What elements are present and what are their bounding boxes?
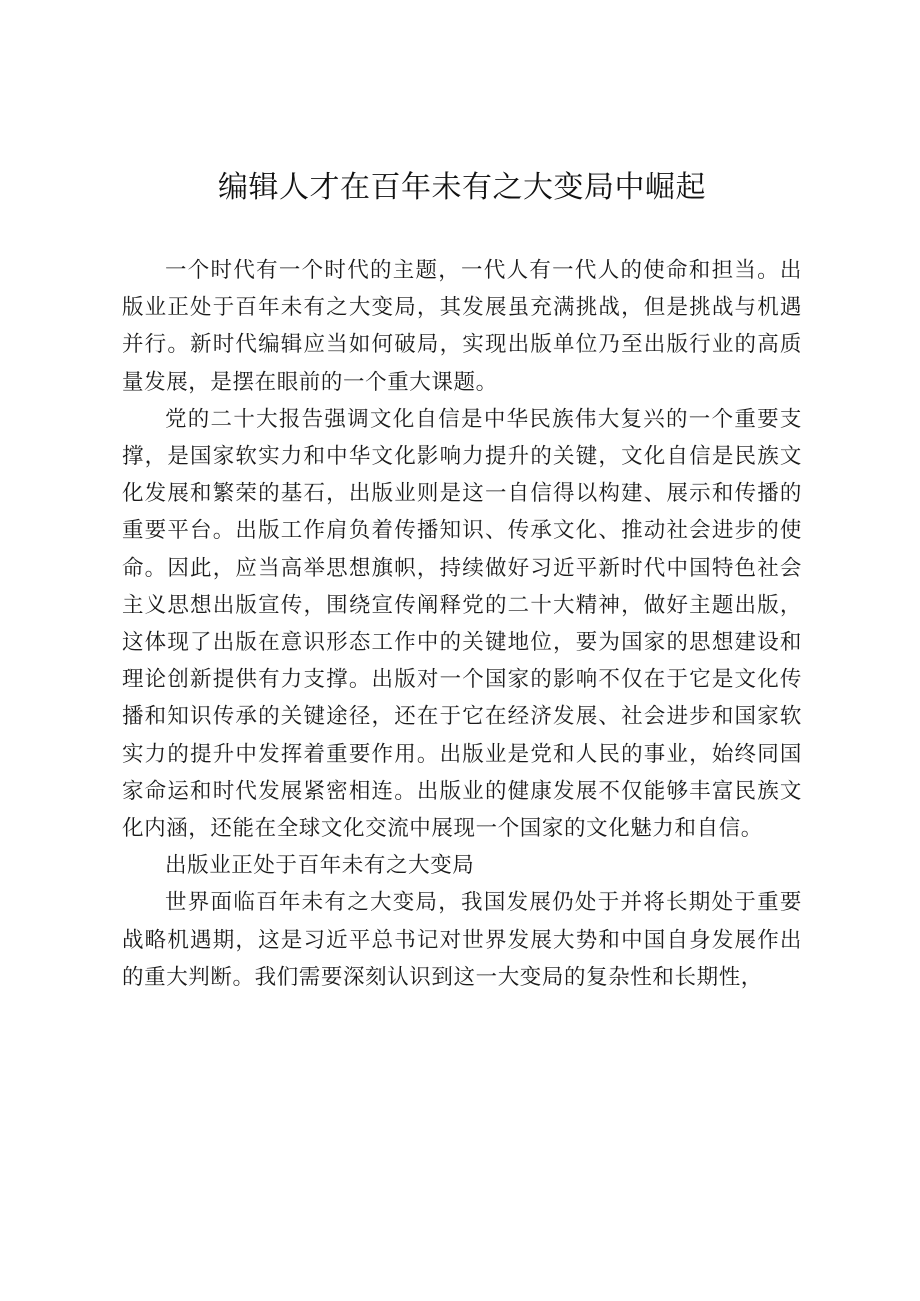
section-heading: 出版业正处于百年未有之大变局 xyxy=(165,853,475,879)
document-title: 编辑人才在百年未有之大变局中崛起 xyxy=(218,170,706,205)
paragraph-intro: 一个时代有一个时代的主题，一代人有一代人的使命和担当。出版业正处于百年未有之大变局，其发展虽充满挑战，但是挑战与机遇并行。新时代编辑应当如何破局，实现出版单位乃至出版行业的高质量发展，是摆在眼前的一个重大课题。 xyxy=(122,258,802,395)
paragraph-cultural-confidence: 党的二十大报告强调文化自信是中华民族伟大复兴的一个重要支撑，是国家软实力和中华文化影响力提升的关键，文化自信是民族文化发展和繁荣的基石，出版业则是这一自信得以构建、展示和传播的重要平台。出版工作肩负着传播知识、传承文化、推动社会进步的使命。因此，应当高举思想旗帜，持续做好习近平新时代中国特色社会主义思想出版宣传，围绕宣传阐释党的二十大精神，做好主题出版，这体现了出版在意识形态工作中的关键地位，要为国家的思想建设和理论创新提供有力支撑。出版对一个国家的影响不仅在于它是文化传播和知识传承的关键途径，还在于它在经济发展、社会进步和国家软实力的提升中发挥着重要作用。出版业是党和人民的事业，始终同国家命运和时代发展紧密相连。出版业的健康发展不仅能够丰富民族文化内涵，还能在全球文化交流中展现一个国家的文化魅力和自信。 xyxy=(122,406,802,842)
document-body xyxy=(122,252,802,996)
paragraph-great-changes: 世界面临百年未有之大变局，我国发展仍处于并将长期处于重要战略机遇期，这是习近平总书记对世界发展大势和中国自身发展作出的重大判断。我们需要深刻认识到这一大变局的复杂性和长期性， xyxy=(122,890,802,990)
